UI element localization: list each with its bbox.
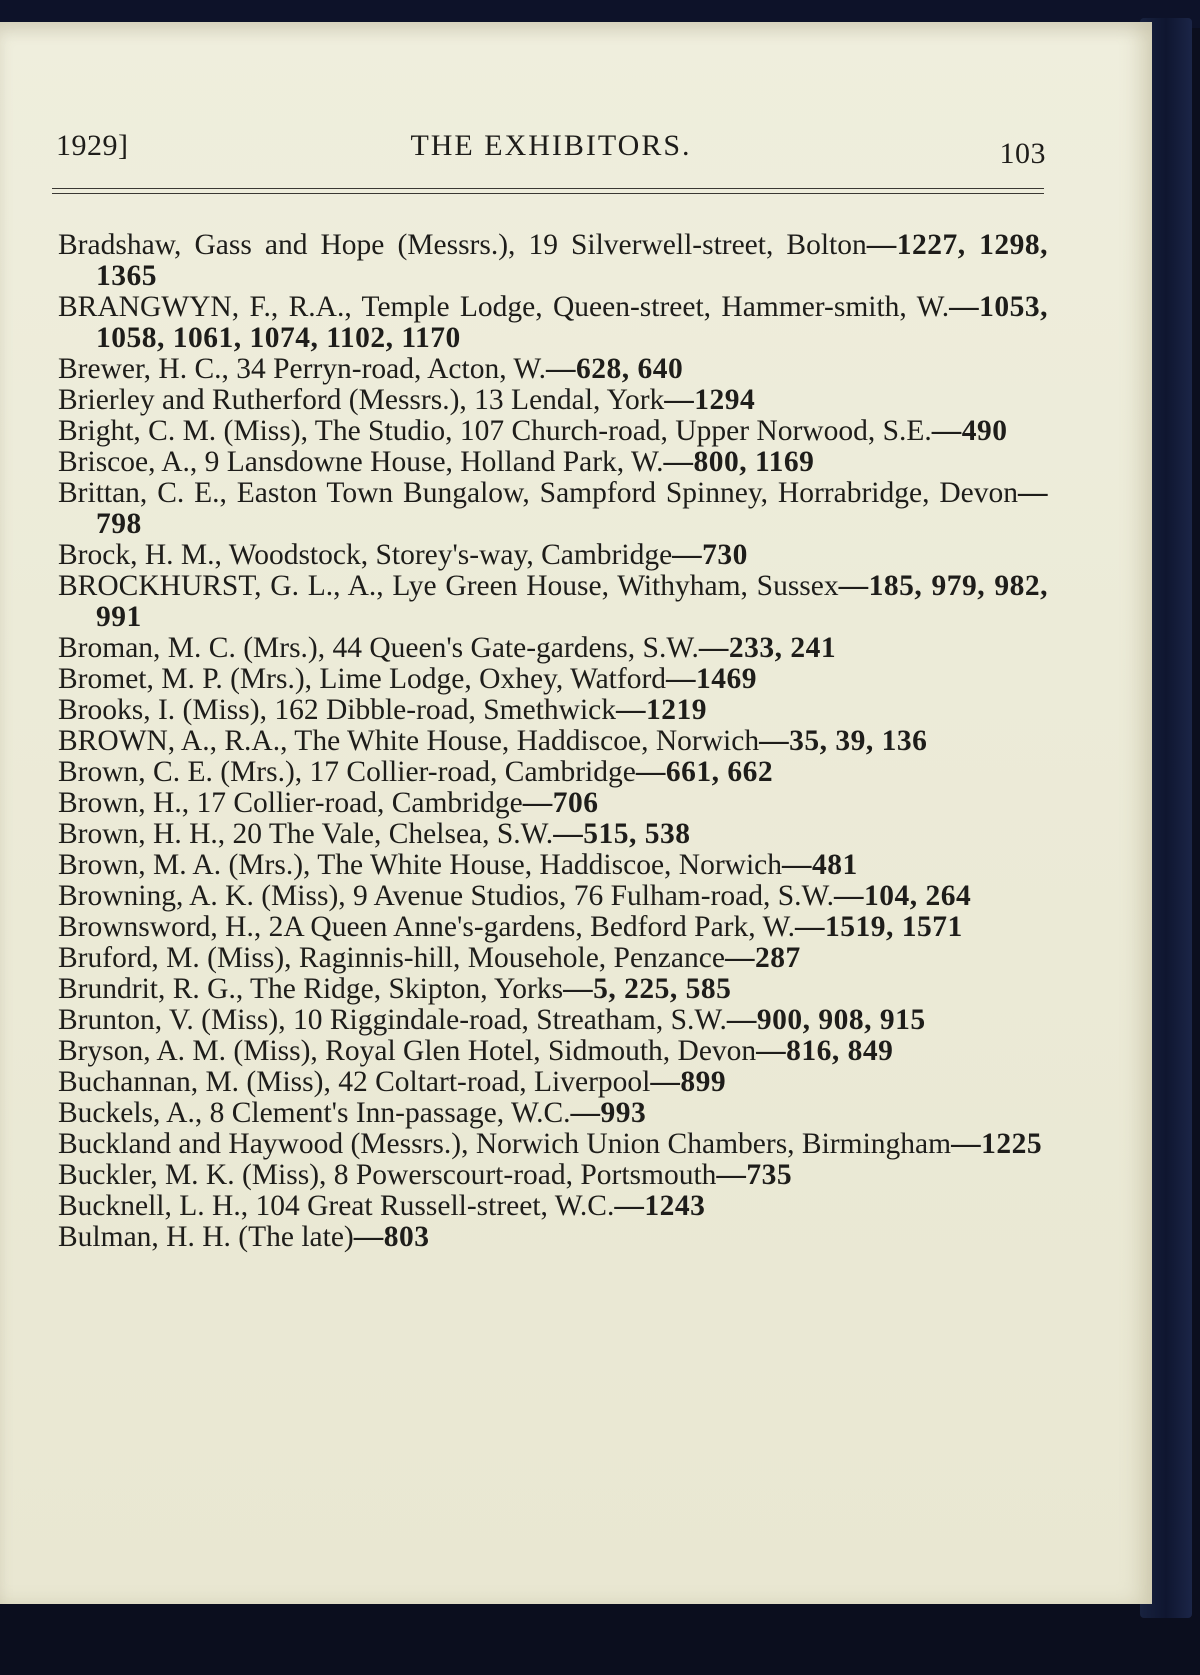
exhibit-numbers: —287 [724,942,801,974]
exhibitor-name-address: Brownsword, H., 2A Queen Anne's-gardens, Bedford Park, W. [58,911,795,943]
exhibitor-name-address: Brooks, I. (Miss), 162 Dibble-road, Smethwick [58,694,616,726]
exhibit-numbers: —899 [650,1066,727,1098]
exhibitor-entry [58,540,1048,571]
exhibitor-name-address: Broman, M. C. (Mrs.), 44 Queen's Gate-gardens, S.W. [58,632,699,664]
exhibitor-entry [58,695,1048,726]
exhibitor-entry [58,230,1048,292]
running-head [56,126,1046,176]
exhibit-numbers: —515, 538 [553,818,691,850]
exhibitor-entry [58,788,1048,819]
exhibit-numbers: —730 [672,539,748,571]
exhibitor-name-address: Buckler, M. K. (Miss), 8 Powerscourt-road, Portsmouth [58,1159,717,1191]
exhibitor-entry [58,664,1048,695]
exhibitor-entry [58,850,1048,881]
exhibitor-name-address: Brierley and Rutherford (Messrs.), 13 Lendal, York [58,384,665,416]
exhibitor-name-address: Buckland and Haywood (Messrs.), Norwich Union Chambers, Birmingham [58,1128,952,1160]
exhibitor-entry [58,571,1048,633]
exhibitor-name-address: Buchannan, M. (Miss), 42 Coltart-road, Liverpool [58,1066,651,1098]
running-head-title: THE EXHIBITORS. [410,129,692,162]
exhibit-numbers: —104, 264 [834,880,972,912]
exhibitor-entry [58,292,1048,354]
exhibit-numbers: —1225 [951,1128,1043,1160]
exhibitor-entry [58,881,1048,912]
exhibitor-entry [58,447,1048,478]
exhibitor-entry [58,1036,1048,1067]
running-head-year: 1929] [56,129,129,162]
exhibitor-entry [58,943,1048,974]
exhibitor-name-address: Brittan, C. E., Easton Town Bungalow, Sampford Spinney, Horrabridge, Devon [58,477,1018,509]
exhibitor-entry [58,1005,1048,1036]
exhibitor-entry [58,416,1048,447]
exhibitor-entry [58,819,1048,850]
exhibitor-entry [58,1129,1048,1160]
exhibit-numbers: —798 [96,477,1048,540]
exhibitor-name-address: Brown, C. E. (Mrs.), 17 Collier-road, Cambridge [58,756,636,788]
exhibitor-name-address: Brundrit, R. G., The Ridge, Skipton, Yorks [58,973,564,1005]
exhibitor-name-address: Bromet, M. P. (Mrs.), Lime Lodge, Oxhey, Watford [58,663,667,695]
exhibitor-name-address: Brewer, H. C., 34 Perryn-road, Acton, W. [58,353,546,385]
exhibitor-name-address: Bradshaw, Gass and Hope (Messrs.), 19 Silverwell-street, Bolton [58,229,867,261]
exhibit-numbers: —735 [716,1159,793,1191]
exhibitor-entry [58,1160,1048,1191]
exhibitor-name-address: Bright, C. M. (Miss), The Studio, 107 Church-road, Upper Norwood, S.E. [58,415,932,447]
exhibitor-entry [58,1067,1048,1098]
exhibitor-name-address: Briscoe, A., 9 Lansdowne House, Holland Park, W. [58,446,664,478]
exhibit-numbers: —628, 640 [545,353,684,385]
exhibitor-name-address: Brock, H. M., Woodstock, Storey's-way, Cambridge [58,539,673,571]
exhibitor-name-address: Brown, H. H., 20 The Vale, Chelsea, S.W. [58,818,554,850]
exhibitor-entry [58,1098,1048,1129]
exhibit-numbers: —816, 849 [756,1035,894,1067]
exhibit-numbers: —1469 [666,663,758,695]
exhibit-numbers: —481 [782,849,858,881]
exhibit-numbers: —1227, 1298, 1365 [96,229,1049,292]
exhibit-numbers: —490 [931,415,1008,447]
exhibitor-entry [58,757,1048,788]
book-page [0,22,1152,1604]
exhibit-numbers: —5, 225, 585 [563,973,732,1005]
exhibitor-name-address: BROWN, A., R.A., The White House, Haddiscoe, Norwich [58,725,760,757]
exhibitor-entry [58,1191,1048,1222]
exhibitor-name-address: Brown, M. A. (Mrs.), The White House, Haddiscoe, Norwich [58,849,783,881]
exhibit-numbers: —185, 979, 982, 991 [96,570,1049,633]
exhibit-numbers: —1243 [614,1190,706,1222]
exhibitor-name-address: Bruford, M. (Miss), Raginnis-hill, Mousehole, Penzance [58,942,725,974]
exhibitor-name-address: BROCKHURST, G. L., A., Lye Green House, Withyham, Sussex [58,570,839,602]
exhibitor-entry [58,1222,1048,1253]
exhibitor-name-address: Bucknell, L. H., 104 Great Russell-street, W.C. [58,1190,615,1222]
exhibitor-entry [58,912,1048,943]
exhibitor-name-address: BRANGWYN, F., R.A., Temple Lodge, Queen-street, Hammer-smith, W. [58,291,950,323]
exhibit-numbers: —661, 662 [635,756,774,788]
exhibit-numbers: —706 [522,787,599,819]
exhibit-numbers: —800, 1169 [663,446,815,478]
exhibit-numbers: —803 [353,1221,430,1253]
exhibitor-entry [58,633,1048,664]
exhibitor-name-address: Bryson, A. M. (Miss), Royal Glen Hotel, Sidmouth, Devon [58,1035,757,1067]
exhibit-numbers: —1053, 1058, 1061, 1074, 1102, 1170 [96,291,1048,354]
exhibitor-entry [58,478,1048,540]
header-double-rule [52,188,1044,194]
exhibitor-name-address: Brown, H., 17 Collier-road, Cambridge [58,787,523,819]
exhibitor-name-address: Buckels, A., 8 Clement's Inn-passage, W.C. [58,1097,571,1129]
exhibitor-name-address: Brunton, V. (Miss), 10 Riggindale-road, Streatham, S.W. [58,1004,727,1036]
exhibit-numbers: —35, 39, 136 [759,725,928,757]
exhibit-numbers: —1219 [615,694,707,726]
page-number: 103 [999,137,1046,170]
exhibit-numbers: —1294 [664,384,756,416]
exhibit-numbers: —1519, 1571 [794,911,963,943]
exhibitor-name-address: Browning, A. K. (Miss), 9 Avenue Studios, 76 Fulham-road, S.W. [58,880,835,912]
exhibitor-name-address: Bulman, H. H. (The late) [58,1221,354,1253]
exhibitor-entry [58,974,1048,1005]
exhibit-numbers: —993 [570,1097,647,1129]
exhibit-numbers: —233, 241 [698,632,837,664]
exhibit-numbers: —900, 908, 915 [726,1004,926,1036]
exhibitor-entry [58,385,1048,416]
exhibitor-entry [58,726,1048,757]
exhibitor-entry [58,354,1048,385]
exhibitor-list [58,230,1048,1253]
